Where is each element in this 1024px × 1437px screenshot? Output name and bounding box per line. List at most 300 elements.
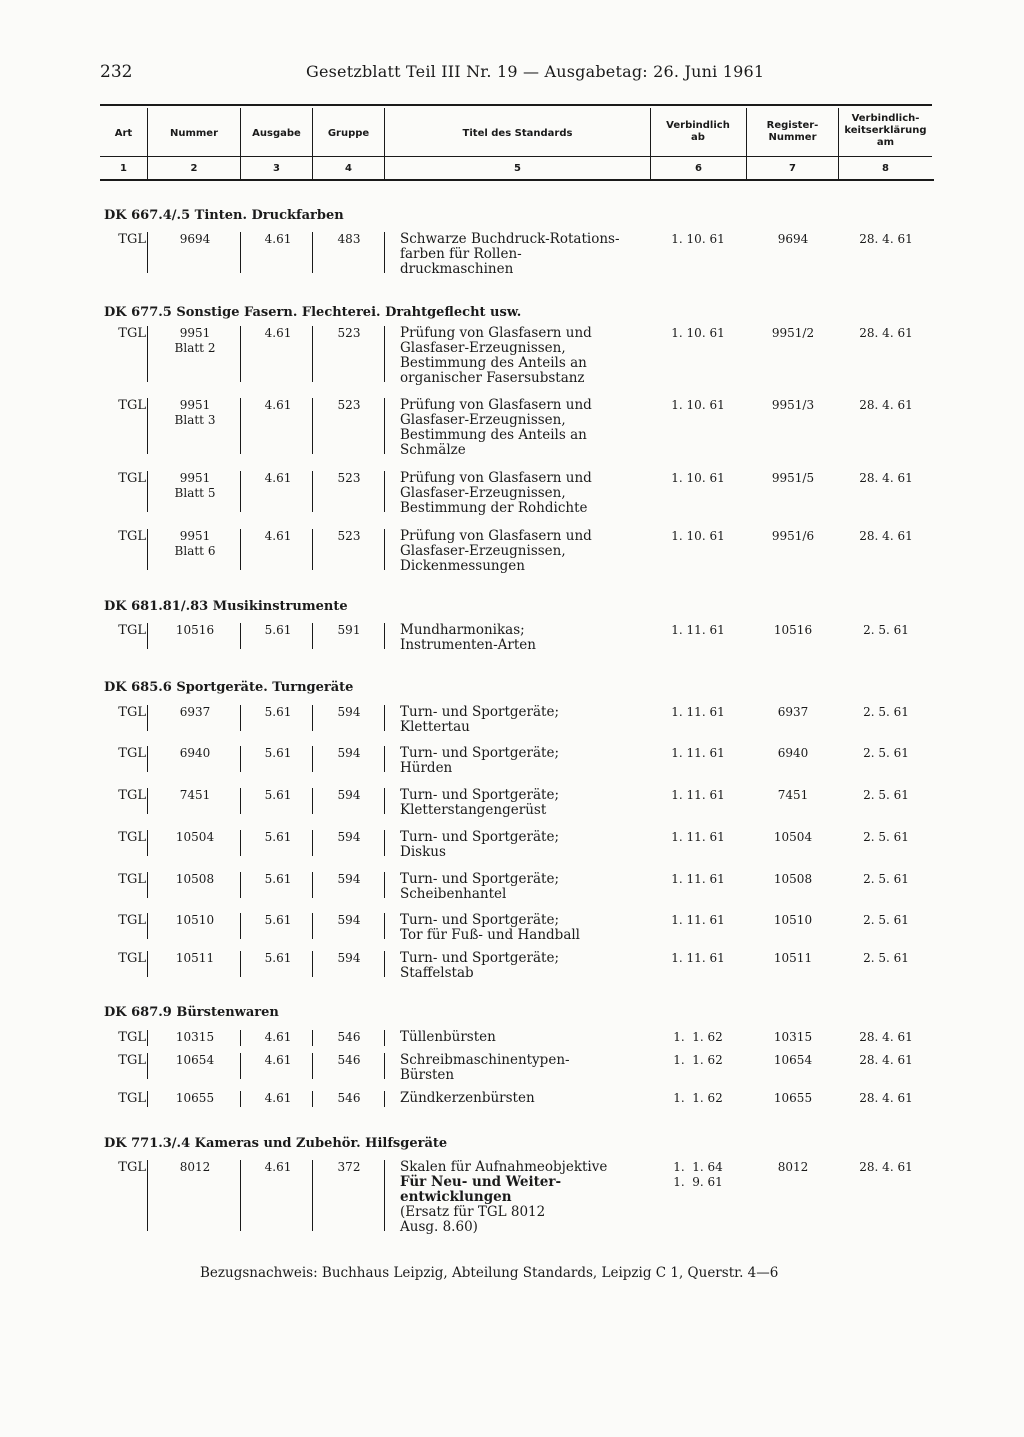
cell-titel xyxy=(400,705,650,735)
cell-register: 10511 xyxy=(773,951,813,965)
cell-verbindlichkeit: 2. 5. 61 xyxy=(863,788,909,802)
cell-verbindlich xyxy=(650,1053,746,1068)
col-header-ausgabe: Ausgabe xyxy=(252,128,301,139)
cell-nummer xyxy=(150,529,240,559)
cell-nummer xyxy=(150,705,240,720)
column-bar xyxy=(312,951,313,977)
cell-register: 9694 xyxy=(777,232,809,246)
nummer-line: 10510 xyxy=(175,913,215,927)
titel-line: Prüfung von Glasfasern und xyxy=(400,397,592,413)
cell-ausgabe: 4.61 xyxy=(264,1091,292,1105)
verbindlich-line: 1. 10. 61 xyxy=(671,232,725,246)
cell-art: TGL xyxy=(118,623,146,638)
verbindlich-line: 1. 10. 61 xyxy=(671,529,725,543)
cell-register: 10655 xyxy=(773,1091,813,1105)
cell-verbindlich xyxy=(650,326,746,341)
titel-line: Prüfung von Glasfasern und xyxy=(400,528,592,544)
nummer-line: Blatt 6 xyxy=(174,544,216,558)
column-bar xyxy=(240,326,241,382)
column-bar xyxy=(384,951,385,977)
nummer-line: 7451 xyxy=(179,788,211,802)
cell-gruppe: 594 xyxy=(337,746,361,760)
column-bar xyxy=(384,398,385,454)
column-bar xyxy=(240,1160,241,1231)
nummer-line: 9951 xyxy=(179,326,211,340)
nummer-line: 10315 xyxy=(175,1030,215,1044)
column-number-rule xyxy=(100,156,932,157)
cell-nummer xyxy=(150,1160,240,1175)
cell-verbindlich xyxy=(650,872,746,887)
column-bar xyxy=(312,326,313,382)
column-bar xyxy=(240,471,241,512)
titel-line: Turn- und Sportgeräte; xyxy=(400,829,560,845)
cell-nummer xyxy=(150,830,240,845)
cell-gruppe: 591 xyxy=(337,623,361,637)
cell-ausgabe: 5.61 xyxy=(264,705,292,719)
cell-titel xyxy=(400,746,650,776)
column-bar xyxy=(240,951,241,977)
column-bar xyxy=(312,232,313,273)
cell-verbindlich xyxy=(650,1091,746,1106)
cell-art: TGL xyxy=(118,232,146,247)
verbindlich-line: 1. 10. 61 xyxy=(671,326,725,340)
column-bar xyxy=(147,326,148,382)
cell-nummer xyxy=(150,326,240,356)
titel-line: Skalen für Aufnahmeobjektive xyxy=(400,1159,608,1175)
verbindlich-line: 1. 11. 61 xyxy=(671,788,725,802)
titel-line: Turn- und Sportgeräte; xyxy=(400,950,560,966)
cell-art: TGL xyxy=(118,913,146,928)
titel-line: Schreibmaschinentypen- xyxy=(400,1052,570,1068)
cell-register: 9951/5 xyxy=(771,471,815,485)
nummer-line: 9951 xyxy=(179,398,211,412)
cell-gruppe: 523 xyxy=(337,326,361,340)
column-bar xyxy=(240,1091,241,1107)
column-bar xyxy=(312,1053,313,1079)
cell-art: TGL xyxy=(118,872,146,887)
cell-nummer xyxy=(150,471,240,501)
cell-verbindlich xyxy=(650,1160,746,1190)
cell-gruppe: 594 xyxy=(337,951,361,965)
cell-ausgabe: 4.61 xyxy=(264,1030,292,1044)
column-bar xyxy=(384,913,385,939)
cell-verbindlich xyxy=(650,471,746,486)
column-bar xyxy=(384,1053,385,1079)
cell-verbindlich xyxy=(650,1030,746,1045)
cell-titel xyxy=(400,872,650,902)
verbindlich-line: 1. 11. 61 xyxy=(671,913,725,927)
cell-verbindlichkeit: 28. 4. 61 xyxy=(859,471,913,485)
cell-verbindlichkeit: 28. 4. 61 xyxy=(859,1053,913,1067)
col-number: 6 xyxy=(695,163,702,174)
titel-line-bold: entwicklungen xyxy=(400,1189,512,1205)
nummer-line: Blatt 5 xyxy=(174,486,216,500)
col-number: 3 xyxy=(273,163,280,174)
titel-line: Ausg. 8.60) xyxy=(400,1219,478,1235)
column-bar xyxy=(312,705,313,731)
cell-verbindlichkeit: 2. 5. 61 xyxy=(863,872,909,886)
page-number: 232 xyxy=(100,62,133,82)
cell-titel xyxy=(400,529,650,574)
verbindlich-line: 1. 11. 61 xyxy=(671,746,725,760)
column-bar xyxy=(240,913,241,939)
titel-line: Schwarze Buchdruck-Rotations- xyxy=(400,231,620,247)
cell-register: 8012 xyxy=(777,1160,809,1174)
column-bar xyxy=(240,872,241,898)
cell-nummer xyxy=(150,951,240,966)
titel-line: Glasfaser-Erzeugnissen, xyxy=(400,412,566,428)
verbindlich-line: 1. 11. 61 xyxy=(671,705,725,719)
cell-register: 9951/6 xyxy=(771,529,815,543)
column-bar xyxy=(240,746,241,772)
cell-ausgabe: 4.61 xyxy=(264,471,292,485)
column-bar xyxy=(147,830,148,856)
column-bar xyxy=(312,1091,313,1107)
column-bar xyxy=(147,1053,148,1079)
column-bar xyxy=(240,1053,241,1079)
cell-ausgabe: 4.61 xyxy=(264,232,292,246)
nummer-line: 10508 xyxy=(175,872,215,886)
cell-register: 9951/3 xyxy=(771,398,815,412)
cell-gruppe: 546 xyxy=(337,1053,361,1067)
titel-line: druckmaschinen xyxy=(400,261,514,277)
column-bar xyxy=(384,830,385,856)
column-bar xyxy=(312,623,313,649)
section-heading: DK 681.81/.83 Musikinstrumente xyxy=(104,599,348,614)
page-title: Gesetzblatt Teil III Nr. 19 — Ausgabetag: 26. Juni 1961 xyxy=(306,62,765,81)
verbindlich-line: 1. 10. 61 xyxy=(671,471,725,485)
column-bar xyxy=(147,951,148,977)
cell-titel xyxy=(400,951,650,981)
col-header-gruppe: Gruppe xyxy=(327,128,370,139)
cell-register: 10654 xyxy=(773,1053,813,1067)
col-number: 8 xyxy=(882,163,889,174)
cell-register: 9951/2 xyxy=(771,326,815,340)
column-bar xyxy=(384,705,385,731)
cell-titel xyxy=(400,232,650,277)
cell-ausgabe: 4.61 xyxy=(264,398,292,412)
column-bar xyxy=(312,913,313,939)
titel-line: Tor für Fuß- und Handball xyxy=(400,927,581,943)
titel-line: Turn- und Sportgeräte; xyxy=(400,704,560,720)
col-header-titel: Titel des Standards xyxy=(462,128,573,139)
nummer-line: 8012 xyxy=(179,1160,211,1174)
column-bar xyxy=(240,830,241,856)
titel-line: Hürden xyxy=(400,760,453,776)
cell-titel xyxy=(400,623,650,653)
cell-gruppe: 523 xyxy=(337,471,361,485)
nummer-line: 10504 xyxy=(175,830,215,844)
cell-titel xyxy=(400,788,650,818)
cell-gruppe: 594 xyxy=(337,788,361,802)
cell-gruppe: 594 xyxy=(337,705,361,719)
verbindlich-line: 1. 1. 62 xyxy=(673,1053,723,1067)
col-header-verbindlichkeit: Verbindlich- keitserklärung am xyxy=(844,113,927,148)
column-bar xyxy=(312,788,313,814)
cell-verbindlichkeit: 2. 5. 61 xyxy=(863,746,909,760)
cell-art: TGL xyxy=(118,705,146,720)
cell-ausgabe: 4.61 xyxy=(264,529,292,543)
cell-verbindlichkeit: 28. 4. 61 xyxy=(859,1030,913,1044)
cell-register: 6940 xyxy=(777,746,809,760)
col-number: 4 xyxy=(345,163,352,174)
column-bar xyxy=(147,872,148,898)
cell-verbindlichkeit: 2. 5. 61 xyxy=(863,913,909,927)
cell-gruppe: 594 xyxy=(337,913,361,927)
cell-ausgabe: 5.61 xyxy=(264,623,292,637)
column-bar xyxy=(147,913,148,939)
cell-verbindlich xyxy=(650,746,746,761)
cell-ausgabe: 4.61 xyxy=(264,326,292,340)
col-number: 2 xyxy=(190,163,198,174)
cell-verbindlich xyxy=(650,398,746,413)
verbindlich-line: 1. 11. 61 xyxy=(671,951,725,965)
cell-ausgabe: 5.61 xyxy=(264,788,292,802)
titel-line: (Ersatz für TGL 8012 xyxy=(400,1204,546,1220)
cell-art: TGL xyxy=(118,788,146,803)
col-number: 5 xyxy=(514,163,521,174)
cell-nummer xyxy=(150,623,240,638)
titel-line: Glasfaser-Erzeugnissen, xyxy=(400,485,566,501)
cell-nummer xyxy=(150,872,240,887)
column-bar xyxy=(312,830,313,856)
column-bar xyxy=(384,788,385,814)
column-bar xyxy=(384,471,385,512)
titel-line: Glasfaser-Erzeugnissen, xyxy=(400,340,566,356)
cell-art: TGL xyxy=(118,398,146,413)
cell-register: 7451 xyxy=(777,788,809,802)
cell-titel xyxy=(400,1160,650,1235)
titel-line: Zündkerzenbürsten xyxy=(400,1090,535,1106)
titel-line: Turn- und Sportgeräte; xyxy=(400,745,560,761)
nummer-line: 9951 xyxy=(179,471,211,485)
nummer-line: 9951 xyxy=(179,529,211,543)
cell-verbindlichkeit: 2. 5. 61 xyxy=(863,830,909,844)
column-bar xyxy=(384,746,385,772)
verbindlich-line: 1. 11. 61 xyxy=(671,872,725,886)
cell-verbindlichkeit: 28. 4. 61 xyxy=(859,398,913,412)
cell-titel xyxy=(400,1091,650,1106)
column-bar xyxy=(384,1091,385,1107)
verbindlich-line: 1. 1. 64 xyxy=(673,1160,723,1174)
titel-line: Kletterstangengerüst xyxy=(400,802,547,818)
cell-gruppe: 523 xyxy=(337,529,361,543)
cell-gruppe: 594 xyxy=(337,872,361,886)
cell-art: TGL xyxy=(118,1091,146,1106)
column-bar xyxy=(384,326,385,382)
verbindlich-line: 1. 11. 61 xyxy=(671,830,725,844)
cell-nummer xyxy=(150,1053,240,1068)
cell-register: 10510 xyxy=(773,913,813,927)
titel-line: Mundharmonikas; xyxy=(400,622,525,638)
cell-gruppe: 483 xyxy=(337,232,361,246)
titel-line: Klettertau xyxy=(400,719,470,735)
titel-line: Prüfung von Glasfasern und xyxy=(400,325,592,341)
cell-art: TGL xyxy=(118,529,146,544)
cell-art: TGL xyxy=(118,471,146,486)
column-bar xyxy=(384,1030,385,1046)
verbindlich-line: 1. 10. 61 xyxy=(671,398,725,412)
column-bar xyxy=(312,471,313,512)
column-bar xyxy=(384,529,385,570)
nummer-line: 10516 xyxy=(175,623,215,637)
cell-gruppe: 546 xyxy=(337,1091,361,1105)
section-heading: DK 677.5 Sonstige Fasern. Flechterei. Drahtgeflecht usw. xyxy=(104,305,522,320)
nummer-line: Blatt 2 xyxy=(174,341,216,355)
col-header-verbindlich: Verbindlich ab xyxy=(666,120,730,143)
column-bar xyxy=(147,1030,148,1046)
cell-register: 10516 xyxy=(773,623,813,637)
column-bar xyxy=(312,529,313,570)
cell-verbindlich xyxy=(650,705,746,720)
nummer-line: Blatt 3 xyxy=(174,413,216,427)
column-bar xyxy=(312,872,313,898)
column-bar xyxy=(384,623,385,649)
col-header-art: Art xyxy=(114,128,133,139)
column-bar xyxy=(147,232,148,273)
top-rule xyxy=(100,104,932,106)
column-bar xyxy=(384,1160,385,1231)
column-bar xyxy=(384,232,385,273)
titel-line: Schmälze xyxy=(400,442,466,458)
cell-titel xyxy=(400,1053,650,1083)
column-bar xyxy=(147,1091,148,1107)
verbindlich-line: 1. 11. 61 xyxy=(671,623,725,637)
column-bar xyxy=(312,1030,313,1046)
cell-art: TGL xyxy=(118,1053,146,1068)
column-bar xyxy=(312,746,313,772)
column-bar xyxy=(147,746,148,772)
column-bar xyxy=(147,398,148,454)
titel-line: Turn- und Sportgeräte; xyxy=(400,871,560,887)
section-heading: DK 771.3/.4 Kameras und Zubehör. Hilfsgeräte xyxy=(104,1136,448,1151)
column-bar xyxy=(240,788,241,814)
cell-nummer xyxy=(150,232,240,247)
column-bar xyxy=(240,623,241,649)
titel-line: Bürsten xyxy=(400,1067,455,1083)
column-bar xyxy=(312,1160,313,1231)
titel-line: Turn- und Sportgeräte; xyxy=(400,787,560,803)
cell-ausgabe: 5.61 xyxy=(264,951,292,965)
cell-register: 10504 xyxy=(773,830,813,844)
verbindlich-line: 1. 9. 61 xyxy=(673,1175,723,1189)
cell-gruppe: 594 xyxy=(337,830,361,844)
cell-titel xyxy=(400,471,650,516)
titel-line: Bestimmung des Anteils an xyxy=(400,355,587,371)
titel-line: organischer Fasersubstanz xyxy=(400,370,585,386)
cell-ausgabe: 4.61 xyxy=(264,1160,292,1174)
verbindlich-line: 1. 1. 62 xyxy=(673,1030,723,1044)
header-bottom-rule xyxy=(100,179,934,181)
cell-register: 10315 xyxy=(773,1030,813,1044)
cell-gruppe: 372 xyxy=(337,1160,361,1174)
footer-note: Bezugsnachweis: Buchhaus Leipzig, Abteilung Standards, Leipzig C 1, Querstr. 4—6 xyxy=(200,1265,779,1281)
section-heading: DK 687.9 Bürstenwaren xyxy=(104,1005,279,1020)
cell-verbindlichkeit: 28. 4. 61 xyxy=(859,1091,913,1105)
cell-verbindlichkeit: 2. 5. 61 xyxy=(863,705,909,719)
col-header-nummer: Nummer xyxy=(169,128,219,139)
titel-line: Bestimmung des Anteils an xyxy=(400,427,587,443)
titel-line: farben für Rollen- xyxy=(400,246,522,262)
cell-art: TGL xyxy=(118,951,146,966)
titel-line-bold: Für Neu- und Weiter- xyxy=(400,1174,562,1190)
cell-titel xyxy=(400,326,650,386)
titel-line: Diskus xyxy=(400,844,446,860)
cell-register: 10508 xyxy=(773,872,813,886)
cell-titel xyxy=(400,913,650,943)
titel-line: Bestimmung der Rohdichte xyxy=(400,500,588,516)
cell-verbindlich xyxy=(650,830,746,845)
section-heading: DK 685.6 Sportgeräte. Turngeräte xyxy=(104,680,354,695)
column-bar xyxy=(147,705,148,731)
col-header-register: Register- Nummer xyxy=(766,120,819,143)
cell-ausgabe: 5.61 xyxy=(264,872,292,886)
cell-art: TGL xyxy=(118,326,146,341)
nummer-line: 10655 xyxy=(175,1091,215,1105)
nummer-line: 10654 xyxy=(175,1053,215,1067)
column-bar xyxy=(147,623,148,649)
cell-art: TGL xyxy=(118,746,146,761)
cell-verbindlichkeit: 28. 4. 61 xyxy=(859,232,913,246)
cell-nummer xyxy=(150,1030,240,1045)
cell-register: 6937 xyxy=(777,705,809,719)
column-bar xyxy=(312,398,313,454)
cell-nummer xyxy=(150,1091,240,1106)
column-bar xyxy=(240,1030,241,1046)
titel-line: Tüllenbürsten xyxy=(400,1029,496,1045)
cell-verbindlich xyxy=(650,788,746,803)
column-bar xyxy=(240,705,241,731)
cell-verbindlich xyxy=(650,951,746,966)
cell-ausgabe: 5.61 xyxy=(264,746,292,760)
column-bar xyxy=(384,872,385,898)
column-bar xyxy=(147,1160,148,1231)
titel-line: Glasfaser-Erzeugnissen, xyxy=(400,543,566,559)
cell-nummer xyxy=(150,398,240,428)
cell-verbindlichkeit: 2. 5. 61 xyxy=(863,623,909,637)
nummer-line: 10511 xyxy=(175,951,215,965)
cell-ausgabe: 5.61 xyxy=(264,830,292,844)
cell-ausgabe: 4.61 xyxy=(264,1053,292,1067)
col-number: 7 xyxy=(789,163,796,174)
cell-nummer xyxy=(150,788,240,803)
cell-verbindlich xyxy=(650,529,746,544)
cell-verbindlichkeit: 28. 4. 61 xyxy=(859,529,913,543)
cell-verbindlichkeit: 28. 4. 61 xyxy=(859,1160,913,1174)
cell-titel xyxy=(400,398,650,458)
cell-art: TGL xyxy=(118,1160,146,1175)
cell-nummer xyxy=(150,913,240,928)
cell-gruppe: 546 xyxy=(337,1030,361,1044)
titel-line: Prüfung von Glasfasern und xyxy=(400,470,592,486)
cell-art: TGL xyxy=(118,830,146,845)
cell-gruppe: 523 xyxy=(337,398,361,412)
cell-verbindlich xyxy=(650,623,746,638)
column-bar xyxy=(240,529,241,570)
section-heading: DK 667.4/.5 Tinten. Druckfarben xyxy=(104,208,344,223)
cell-titel xyxy=(400,830,650,860)
nummer-line: 6940 xyxy=(179,746,211,760)
col-number: 1 xyxy=(120,163,127,174)
titel-line: Dickenmessungen xyxy=(400,558,525,574)
titel-line: Turn- und Sportgeräte; xyxy=(400,912,560,928)
cell-ausgabe: 5.61 xyxy=(264,913,292,927)
page-header xyxy=(100,62,932,90)
cell-titel xyxy=(400,1030,650,1045)
nummer-line: 9694 xyxy=(179,232,211,246)
cell-verbindlichkeit: 28. 4. 61 xyxy=(859,326,913,340)
column-bar xyxy=(147,471,148,512)
